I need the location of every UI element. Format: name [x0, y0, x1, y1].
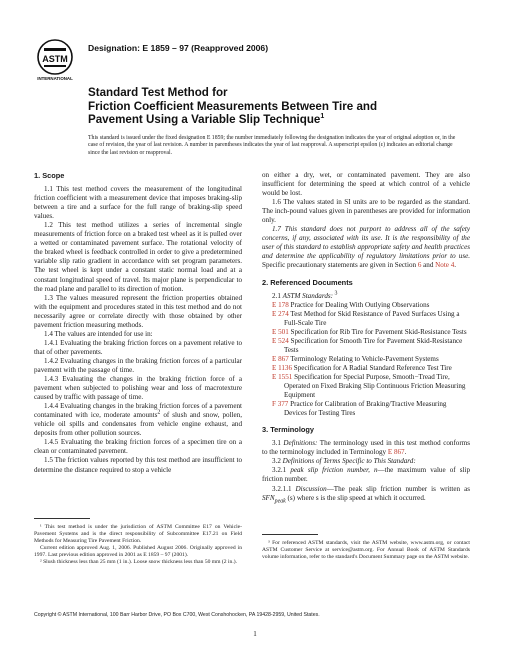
paragraph-1-4: 1.4 The values are intended for use in:	[44, 329, 153, 338]
paragraph-1-7: 1.7 This standard does not purport to address all of the safety concerns, if any, associated with its use. It is the responsibility of the user of this standard to establish appropriate safety and health practices and determine the applicability of regulatory limitations prior to use. Specific precautionary statements are given in Section 6 and Note 4.	[262, 225, 470, 270]
paragraph-1-4-4: 1.4.4 Evaluating changes in the braking friction forces of a pavement contaminated with ice, moderate amounts$^2$ of slush and snow, pollen, vehicle oil spills and condensates from vehicle engine exhaust, and deposits from other pollution sources.	[34, 402, 242, 438]
paragraph-1-4-3: 1.4.3 Evaluating the changes in the braking friction force of a pavement when subjected to polishing wear and loss of macrotexture caused by traffic with passage of time.	[34, 375, 242, 402]
title-line-1: Standard Test Method for	[88, 86, 228, 99]
footnotes-right	[262, 540, 470, 561]
reference-link-e178[interactable]: E 178	[272, 300, 289, 309]
reference-item: E 1136 Specification for A Radial Standard Reference Test Tire	[272, 363, 452, 372]
copyright-line: Copyright © ASTM International, 100 Barr Harbor Drive, PO Box C700, West Conshohocken, PA 19428-2959, United States.	[34, 612, 320, 618]
reference-link-e867[interactable]: E 867	[272, 354, 289, 363]
svg-text:INTERNATIONAL: INTERNATIONAL	[37, 76, 73, 81]
paragraph-2-1: 2.1 ASTM Standards: $^3$	[272, 290, 338, 300]
reference-item: F 377 Practice for Calibration of Braking/Tractive Measuring Devices for Testing Tires	[272, 400, 447, 418]
link-section-6[interactable]: 6	[417, 261, 422, 270]
section-heading-referenced-documents: 2. Referenced Documents	[262, 277, 353, 287]
footnote-mark-2[interactable]: 2	[157, 409, 161, 416]
reference-link-e524[interactable]: E 524	[272, 336, 289, 345]
paragraph-1-3: 1.3 The values measured represent the friction properties obtained with the equipment and procedures stated in this test method and do not necessarily agree or correlate directly with those obtained by other pavement friction measuring methods.	[34, 293, 242, 329]
footnote-1: ¹ This test method is under the jurisdiction of ASTM Committee E17 on Vehicle-Pavement Systems and is the direct responsibility of Subcommittee E17.21 on Field Methods for Measuring Tire Pavement Friction.	[34, 524, 242, 545]
reference-item: E 867 Terminology Relating to Vehicle-Pavement Systems	[272, 354, 439, 363]
reference-link-e274[interactable]: E 274	[272, 309, 289, 318]
reference-item: E 178 Practice for Dealing With Outlying Observations	[272, 300, 430, 309]
astm-international-logo-icon	[34, 38, 76, 82]
footnote-3: ³ For referenced ASTM standards, visit the ASTM website, www.astm.org, or contact ASTM Customer Service at service@astm.org. For Annual Book of ASTM Standards volume information, refer to the standard's Document Summary page on the ASTM website.	[262, 540, 470, 561]
link-note-4[interactable]: Note 4	[435, 261, 455, 270]
reference-link-e1551[interactable]: E 1551	[272, 372, 293, 381]
paragraph-1-4-5: 1.4.5 Evaluating the braking friction forces of a specimen tire on a clean or contaminated pavement.	[34, 438, 242, 456]
reference-link-f377[interactable]: F 377	[272, 400, 289, 409]
footnote-2: ² Slush thickness less than 25 mm (1 in.). Loose snow thickness less than 50 mm (2 in.).	[40, 559, 237, 566]
title-line-3: Pavement Using a Variable Slip Technique$^1$	[88, 113, 325, 126]
reference-link-e1136[interactable]: E 1136	[272, 363, 293, 372]
paragraph-3-2-1: 3.2.1 peak slip friction number, n—the maximum value of slip friction number.	[262, 466, 471, 484]
footnote-divider-left	[34, 518, 90, 519]
page-number: 1	[253, 630, 257, 638]
footnotes-left	[34, 524, 242, 567]
footnote-mark-3[interactable]: 3	[333, 290, 338, 297]
footnote-divider-right	[262, 534, 318, 535]
reference-item: E 524 Specification for Smooth Tire for Pavement Skid-Resistance Tests	[272, 336, 463, 354]
paragraph-1-5-continued: on either a dry, wet, or contaminated pavement. They are also insufficient for determining the speed at which control of a vehicle would be lost.	[262, 171, 470, 198]
reference-item: E 274 Test Method for Skid Resistance of Paved Surfaces Using a Full-Scale Tire	[272, 309, 460, 327]
title-line-2: Friction Coefficient Measurements Between Tire and	[88, 99, 378, 113]
paragraph-3-2-1-1: 3.2.1.1 Discussion—The peak slip friction number is written as $SFN_{peak}$ (s) where s is the slip speed at which it occurred.	[262, 484, 470, 504]
paragraph-3-1: 3.1 Definitions: The terminology used in this test method conforms to the terminology included in Terminology E 867.	[262, 439, 470, 457]
reference-link-e501[interactable]: E 501	[272, 327, 289, 336]
section-heading-terminology: 3. Terminology	[262, 425, 315, 435]
document-title	[88, 86, 468, 127]
reference-list	[262, 301, 470, 419]
designation: Designation: E 1859 – 97 (Reapproved 2006)	[88, 43, 269, 53]
paragraph-1-6: 1.6 The values stated in SI units are to be regarded as the standard. The inch-pound values given in parentheses are provided for information only.	[262, 198, 470, 225]
paragraph-1-4-2: 1.4.2 Evaluating changes in the braking friction forces of a particular pavement with the passage of time.	[34, 356, 242, 374]
paragraph-1-5: 1.5 The friction values reported by this test method are insufficient to determine the distance required to stop a vehicle	[34, 456, 242, 474]
link-e867[interactable]: E 867	[387, 448, 405, 457]
paragraph-1-2: 1.2 This test method utilizes a series of incremental single measurements of friction force on a braked test wheel as it is pulled over a wetted or contaminated pavement surface. The rotational velocity of the braked wheel is feedback controlled in order to give a predetermined variable slip ratio gradient in accordance with set program parameters. The test wheel is kept under a constant static normal load and at a constant longitudinal speed of travel. Its major plane is perpendicular to the road plane and parallel to its direction of motion.	[34, 221, 242, 293]
title-footnote-mark: 1	[320, 113, 325, 121]
paragraph-1-1: 1.1 This test method covers the measurement of the longitudinal friction coefficient with a measurement device that imposes braking-slip between a tire and a surface for the full range of braking-slip speed values.	[34, 185, 242, 221]
reference-item: E 501 Specification for Rib Tire for Pavement Skid-Resistance Tests	[272, 327, 467, 336]
section-heading-scope: 1. Scope	[34, 171, 65, 180]
left-column	[34, 171, 242, 475]
paragraph-1-4-1: 1.4.1 Evaluating the braking friction forces on a pavement relative to that of other pavements.	[34, 338, 242, 356]
reference-item: E 1551 Specification for Special Purpose, Smooth−Tread Tire, Operated on Fixed Braking Slip Continuous Friction Measuring Equipment	[272, 372, 466, 400]
paragraph-3-2: 3.2 Definitions of Terms Specific to This Standard:	[272, 457, 416, 466]
footnote-1-edition: Current edition approved Aug. 1, 2006. Published August 2006. Originally approved in 1997. Last previous edition approved in 2001 as E 1859 – 97 (2001).	[34, 545, 242, 559]
issue-note: This standard is issued under the fixed designation E 1859; the number immediately following the designation indicates the year of original adoption or, in the case of revision, the year of last revision. A number in parentheses indicates the year of last reapproval. A superscript epsilon (ε) indicates an editorial change since the last revision or reapproval.	[88, 135, 456, 156]
svg-text:ASTM: ASTM	[42, 54, 68, 64]
right-column	[262, 171, 470, 503]
